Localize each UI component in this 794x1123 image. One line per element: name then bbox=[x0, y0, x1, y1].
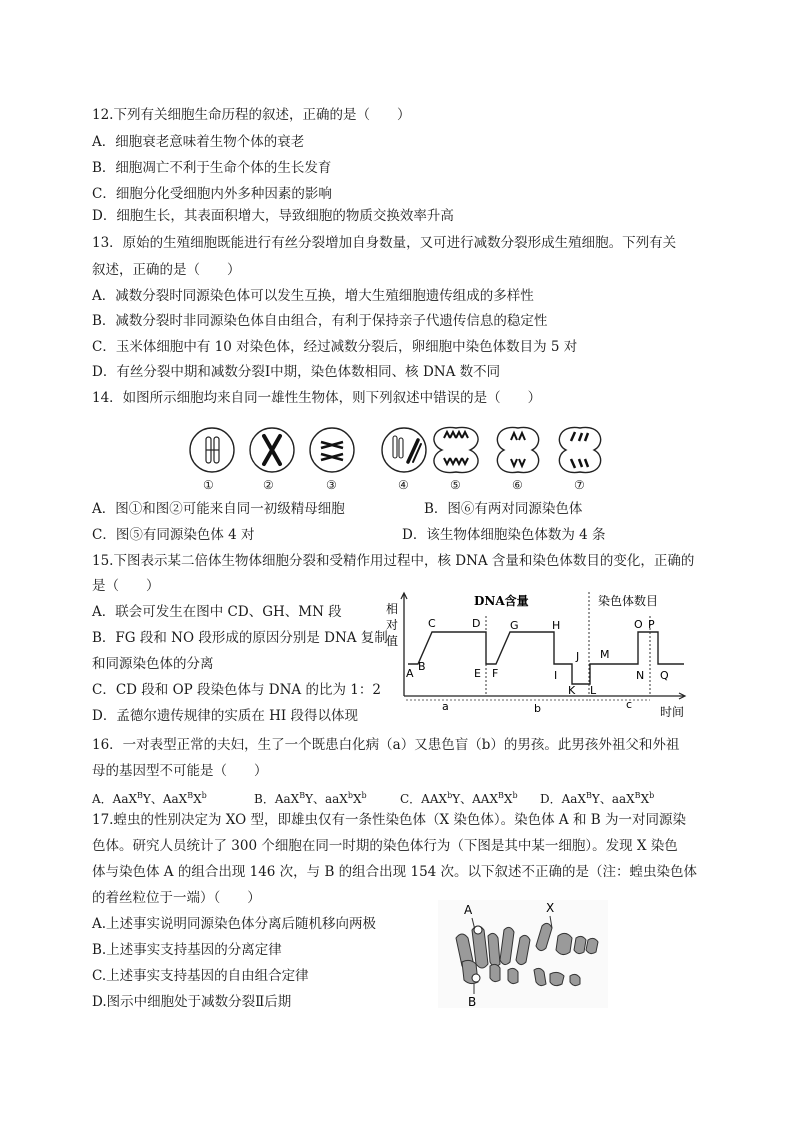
cell-label-4: ④ bbox=[398, 478, 409, 492]
q12-stem: 12.下列有关细胞生命历程的叙述，正确的是（ ） bbox=[92, 107, 411, 123]
q15-chart bbox=[382, 588, 698, 720]
pt-O: O bbox=[634, 618, 643, 631]
q15-stem-line1: 15.下图表示某二倍体生物体细胞分裂和受精作用过程中，核 DNA 含量和染色体数目的变化，正确的 bbox=[92, 553, 695, 569]
q16-stem-line1: 16．一对表型正常的夫妇，生了一个既患白化病（a）又患色盲（b）的男孩。此男孩外祖父和外祖 bbox=[92, 737, 680, 753]
q16-option-d: D．AaX$^B$Y、$aaX^BX^b$ bbox=[540, 791, 655, 806]
q17-stem-line1: 17.蝗虫的性别决定为 XO 型，即雄虫仅有一条性染色体（X 染色体）。染色体 A 和 B 为一对同源染 bbox=[92, 812, 686, 828]
q17-option-d: D.图示中细胞处于减数分裂Ⅱ后期 bbox=[92, 994, 292, 1010]
chart-title-chrom: 染色体数目 bbox=[598, 594, 659, 608]
pt-G: G bbox=[510, 619, 519, 632]
pt-P: P bbox=[648, 618, 655, 631]
cell-3 bbox=[310, 428, 354, 472]
q13-option-c: C．玉米体细胞中有 10 对染色体，经过减数分裂后，卵细胞中染色体数目为 5 对 bbox=[92, 339, 578, 355]
cell-4 bbox=[382, 428, 426, 472]
cell-label-7: ⑦ bbox=[574, 478, 585, 492]
q13-option-d: D．有丝分裂中期和减数分裂Ⅰ中期，染色体数相同、核 DNA 数不同 bbox=[92, 364, 501, 380]
q13-option-b: B．减数分裂时非同源染色体自由组合，有利于保持亲子代遗传信息的稳定性 bbox=[92, 313, 548, 329]
q16-option-a: A．AaX$^B$Y、$AaX^BX^b$ bbox=[92, 791, 207, 806]
pt-F: F bbox=[492, 667, 499, 680]
q15-option-b-cont: 和同源染色体的分离 bbox=[92, 656, 214, 672]
q12-option-a: A．细胞衰老意味着生物个体的衰老 bbox=[92, 134, 305, 150]
pt-I: I bbox=[554, 669, 558, 682]
pt-C: C bbox=[428, 617, 436, 630]
q17-stem-line4: 的着丝粒位于一端）（ ） bbox=[92, 890, 261, 906]
fig-label-a: A bbox=[464, 903, 473, 917]
point-labels bbox=[406, 617, 669, 697]
q14-option-b: B．图⑥有两对同源染色体 bbox=[424, 501, 583, 517]
pt-A: A bbox=[406, 667, 414, 680]
q17-option-c: C.上述事实支持基因的自由组合定律 bbox=[92, 968, 309, 984]
phase-c: c bbox=[626, 698, 633, 711]
q14-option-d: D．该生物体细胞染色体数为 4 条 bbox=[402, 527, 606, 543]
q12-option-c: C．细胞分化受细胞内外多种因素的影响 bbox=[92, 186, 332, 202]
pt-L: L bbox=[590, 684, 597, 697]
q16-option-b: B．AaX$^B$Y、$aaX^bX^b$ bbox=[254, 791, 367, 806]
phase-a: a bbox=[442, 700, 449, 713]
q15-option-b: B．FG 段和 NO 段形成的原因分别是 DNA 复制 bbox=[92, 630, 388, 646]
q13-stem-line2: 叙述，正确的是（ ） bbox=[92, 262, 241, 278]
pt-E: E bbox=[474, 667, 481, 680]
q17-chromosome-figure bbox=[438, 900, 608, 1008]
q17-option-a: A.上述事实说明同源染色体分离后随机移向两极 bbox=[92, 916, 377, 932]
pt-D: D bbox=[472, 617, 481, 630]
phase-b: b bbox=[534, 702, 541, 715]
q16-option-c: C．AAX$^b$Y、$AAX^BX^b$ bbox=[400, 791, 518, 806]
q13-option-a: A．减数分裂时同源染色体可以发生互换，增大生殖细胞遗传组成的多样性 bbox=[92, 288, 534, 304]
q15-option-a: A．联会可发生在图中 CD、GH、MN 段 bbox=[92, 604, 342, 620]
cell-2 bbox=[250, 428, 294, 472]
q14-option-a: A．图①和图②可能来自同一初级精母细胞 bbox=[92, 501, 345, 517]
q17-stem-line2: 色体。研究人员统计了 300 个细胞在同一时期的染色体行为（下图是其中某一细胞）。发现 X 染色 bbox=[92, 838, 678, 854]
pt-B: B bbox=[418, 660, 426, 673]
fig-label-x: X bbox=[546, 901, 555, 915]
q15-stem-line2: 是（ ） bbox=[92, 578, 160, 594]
cell-6 bbox=[497, 427, 538, 472]
pt-N: N bbox=[636, 669, 645, 682]
q17-stem-line3: 体与染色体 A 的组合出现 146 次，与 B 的组合出现 154 次。以下叙述不正确的是（注：蝗虫染色体 bbox=[92, 864, 698, 880]
q15-option-c: C．CD 段和 OP 段染色体与 DNA 的比为 1：2 bbox=[92, 682, 381, 698]
pt-Q: Q bbox=[660, 669, 669, 682]
pt-K: K bbox=[568, 684, 576, 697]
q14-option-c: C．图⑤有同源染色体 4 对 bbox=[92, 527, 255, 543]
chart-title-dna: DNA含量 bbox=[474, 594, 529, 608]
ylabel-char-2: 对 bbox=[386, 618, 399, 632]
q12-option-b: B．细胞凋亡不利于生命个体的生长发育 bbox=[92, 160, 332, 176]
cell-label-5: ⑤ bbox=[450, 478, 461, 492]
q13-stem-line1: 13．原始的生殖细胞既能进行有丝分裂增加自身数量，又可进行减数分裂形成生殖细胞。下列有关 bbox=[92, 235, 677, 251]
pt-J: J bbox=[576, 650, 580, 663]
cell-label-6: ⑥ bbox=[512, 478, 523, 492]
pt-H: H bbox=[552, 619, 561, 632]
cell-1 bbox=[190, 428, 234, 472]
fig-label-b: B bbox=[468, 995, 477, 1008]
cell-label-2: ② bbox=[263, 478, 274, 492]
q14-stem: 14．如图所示细胞均来自同一雄性生物体，则下列叙述中错误的是（ ） bbox=[92, 390, 542, 406]
q15-option-d: D．孟德尔遗传规律的实质在 HI 段得以体现 bbox=[92, 708, 359, 724]
cell-5 bbox=[434, 427, 478, 472]
xlabel: 时间 bbox=[660, 705, 685, 719]
pt-M: M bbox=[600, 648, 610, 661]
cell-label-3: ③ bbox=[326, 478, 337, 492]
q12-option-d: D．细胞生长，其表面积增大，导致细胞的物质交换效率升高 bbox=[92, 208, 454, 224]
q16-stem-line2: 母的基因型不可能是（ ） bbox=[92, 763, 268, 779]
ylabel-char-3: 值 bbox=[386, 634, 399, 648]
cell-7 bbox=[559, 427, 600, 472]
q17-option-b: B.上述事实支持基因的分离定律 bbox=[92, 942, 282, 958]
ylabel-char-1: 相 bbox=[386, 602, 399, 616]
cell-label-1: ① bbox=[203, 478, 214, 492]
